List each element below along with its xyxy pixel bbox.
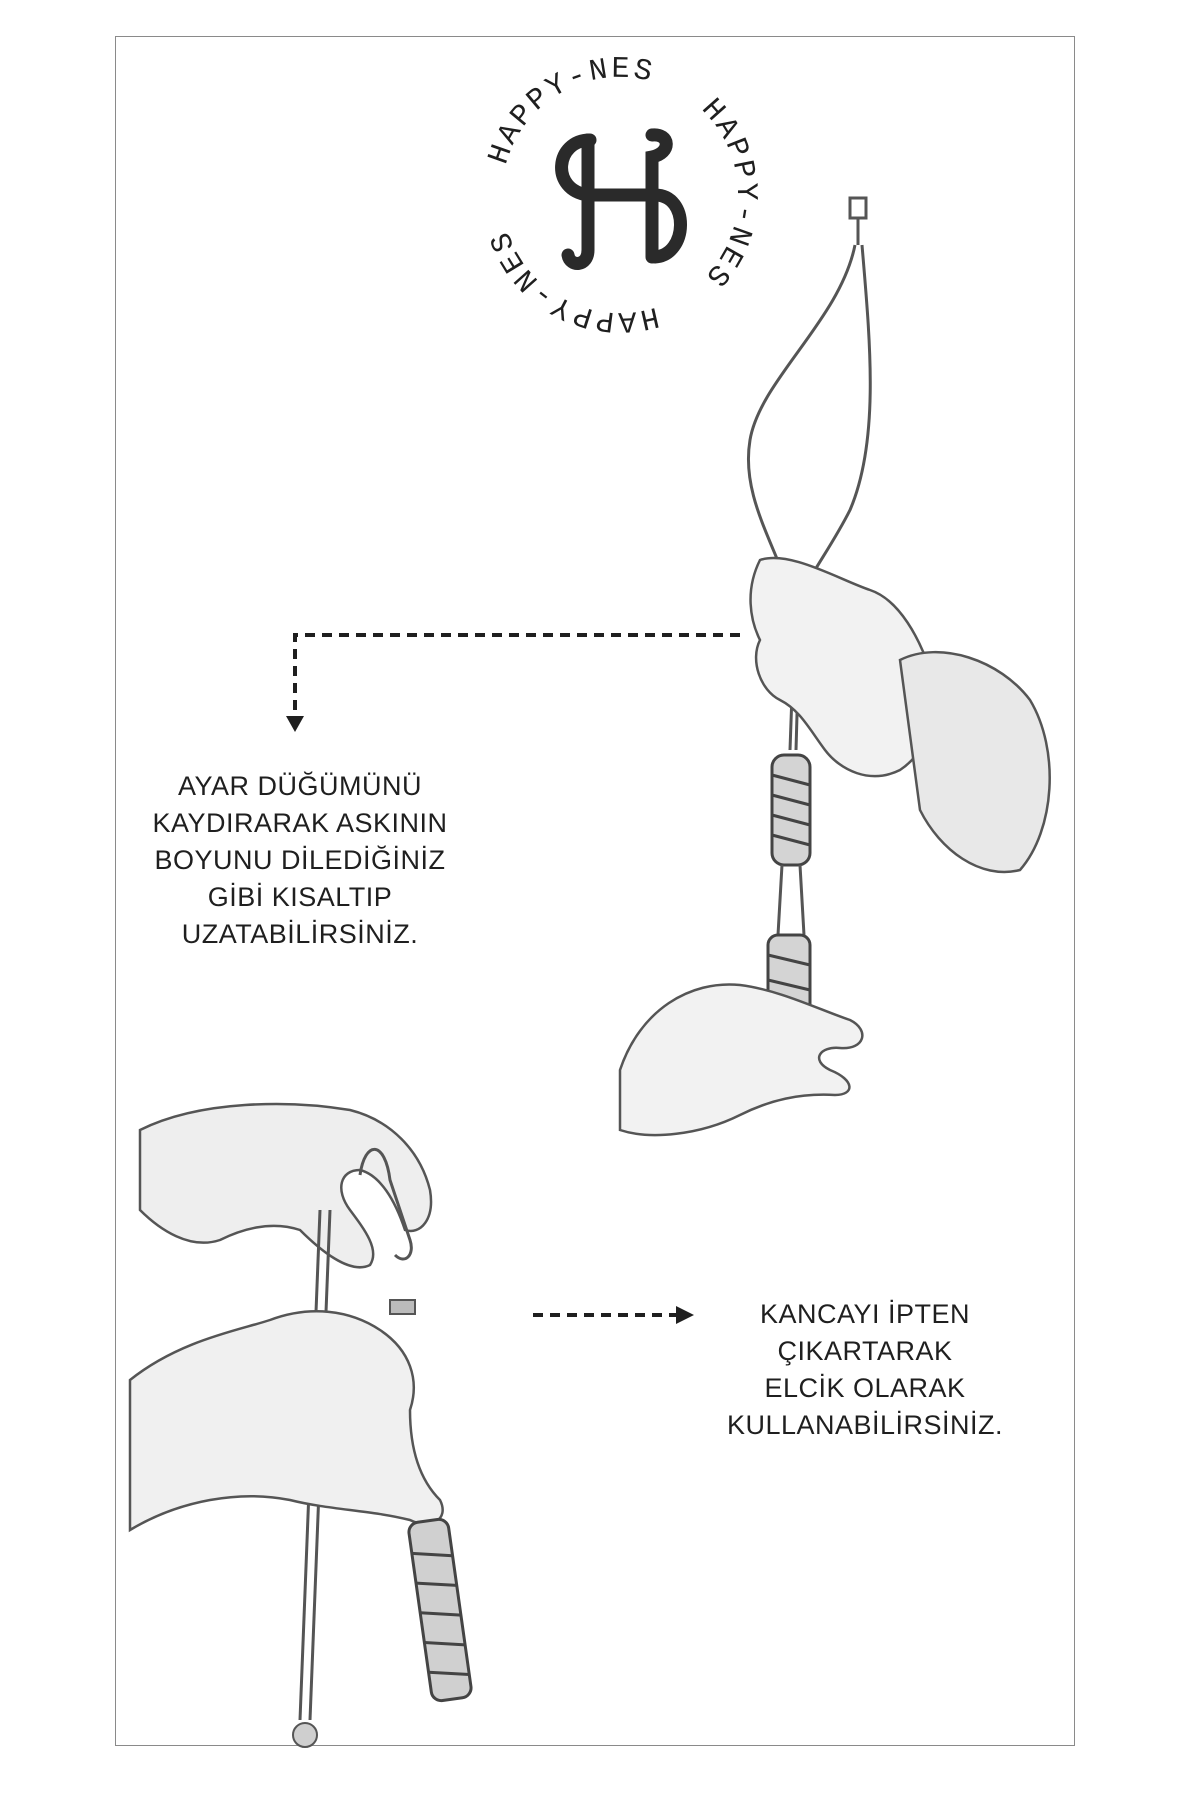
ring-text-2: HAPPY-NES — [693, 92, 763, 295]
braided-strap-bottom — [408, 1518, 473, 1702]
lower-left-hand-sketch — [130, 1311, 443, 1530]
instruction-1-line-1: AYAR DÜĞÜMÜNÜ — [177, 771, 422, 801]
instruction-1-line-5: UZATABİLİRSİNİZ. — [181, 919, 419, 949]
ring-text-3: HAPPY-NES — [483, 224, 662, 338]
ring-text-1: HAPPY-NES — [482, 52, 658, 169]
dashed-arrow-right — [530, 1300, 700, 1330]
instruction-1-line-4: GİBİ KISALTIP — [207, 882, 393, 912]
dashed-arrow-down — [280, 620, 760, 740]
instruction-text-2 — [700, 1296, 1030, 1444]
instruction-2-line-1: KANCAYI İPTEN — [759, 1299, 971, 1329]
instruction-1-line-3: BOYUNU DİLEDİĞİNİZ — [154, 845, 446, 875]
instruction-1-line-2: KAYDIRARAK ASKININ — [152, 808, 448, 838]
hook-detach-illustration — [120, 1080, 560, 1780]
instruction-2-line-4: KULLANABİLİRSİNİZ. — [726, 1410, 1004, 1440]
top-hand-sketch — [140, 1104, 431, 1267]
instruction-2-line-3: ELCİK OLARAK — [764, 1373, 966, 1403]
braided-section-upper — [772, 755, 810, 865]
instruction-2-line-2: ÇIKARTARAK — [777, 1336, 953, 1366]
lower-hand-sketch — [620, 984, 862, 1135]
instruction-text-1 — [115, 768, 485, 953]
